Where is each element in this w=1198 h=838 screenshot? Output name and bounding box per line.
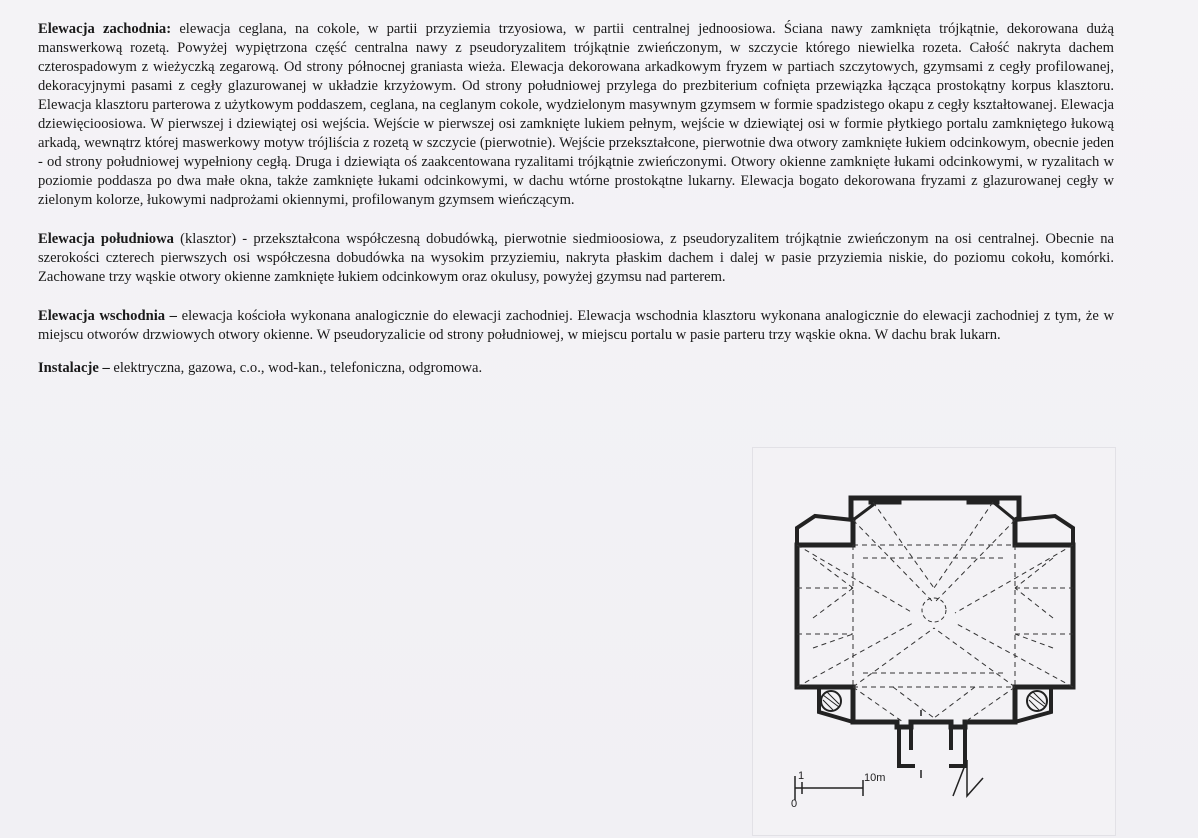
section-west — [38, 20, 1114, 210]
section-body: (klasztor) - przekształcona współczesną dobudówką, pierwotnie siedmioosiowa, z pseudoryzalitem trójkątnie zwieńczonym na osi centralnej. Obecnie na szerokości czterech pierwszych osi współczesna dobudówka na wysokim przyziemiu, nakryta płaskim dachem i dalej w pasie przyziemia niskie, do poziomu cokołu, komórki. Zachowane trzy wąskie otwory okienne zamknięte łukiem odcinkowym oraz okulusy, powyżej gzymsu nad parterem. — [38, 231, 1115, 285]
section-heading: Elewacja zachodnia: — [38, 21, 172, 37]
entrance-porch — [899, 727, 965, 766]
floor-plan-drawing — [753, 448, 1115, 835]
scale-one-label: 1 — [798, 770, 805, 782]
central-vault-boss — [922, 598, 946, 622]
section-south — [38, 230, 1114, 287]
document-text — [38, 20, 1114, 378]
scale-bar — [795, 776, 863, 800]
section-heading: Elewacja wschodnia – — [38, 308, 177, 324]
section-body: elewacja kościoła wykonana analogicznie do elewacji zachodniej. Elewacja wschodnia klasztoru wykonana analogicznie do elewacji zachodniej z tym, że w miejscu otworów drzwiowych otwory okienne. W pseudoryzalicie od strony południowej, w miejscu portalu w pasie parteru trzy wąskie okna. W dachu brak lukarn. — [38, 308, 1114, 343]
section-body: elektryczna, gazowa, c.o., wod-kan., telefoniczna, odgromowa. — [109, 360, 483, 376]
floor-plan-figure — [752, 447, 1116, 836]
section-heading: Instalacje – — [38, 360, 110, 376]
section-heading: Elewacja południowa — [38, 231, 174, 247]
scale-zero-label: 0 — [791, 798, 798, 810]
section-east — [38, 307, 1114, 345]
section-installations — [38, 359, 1114, 378]
section-body: elewacja ceglana, na cokole, w partii przyziemia trzyosiowa, w partii centralnej jednoosiowa. Ściana nawy zamknięta trójkątnie, dekorowana dużą manswerkową rozetą. Powyżej wypiętrzona część centralna nawy z pseudoryzalitem trójkątnie zwieńczonym, w szczycie którego niewielka rozeta. Całość nakryta dachem czterospadowym z wieżyczką zegarową. Od strony północnej graniasta wieża. Elewacja dekorowana arkadkowym fryzem w partiach szczytowych, gzymsami z cegły profilowanej, dekoracyjnymi pasami z cegły glazurowanej w układzie krzyżowym. Od strony południowej przylega do prezbiterium cofnięta przewiązka łącząca prostokątny korpus klasztoru. Elewacja klasztoru parterowa z użytkowym poddaszem, ceglana, na ceglanym cokole, wydzielonym masywnym gzymsem w formie spadzistego okapu z cegły kształtowanej. Elewacja dziewięcioosiowa. W pierwszej i dziewiątej osi wejścia. Wejście w pierwszej osi zamknięte lukiem pełnym, wejście w dziewiątej osi w formie płytkiego portalu zamkniętego łukową arkadą, wewnątrz której maswerkowy motyw trójliścia z rozetą w szczycie (pierwotnie). Wejście przekształcone, pierwotnie dwa otwory zamknięte łukiem odcinkowym, obecnie jeden - od strony południowej wypełniony cegłą. Druga i dziewiąta oś zaakcentowana ryzalitami trójkątnie zwieńczonymi. Otwory okienne zamknięte łukami odcinkowymi, w ryzalitach w poziomie poddasza po dwa małe okna, także zamknięte łukami odcinkowymi, w dachu wtórne prostokątne lukarny. Elewacja bogato dekorowana fryzami z glazurowanej cegły w zielonym kolorze, łukowymi nadprożami okiennymi, profilowanym gzymsem wieńczącym. — [38, 21, 1114, 208]
scale-ten-label: 10m — [864, 772, 886, 784]
